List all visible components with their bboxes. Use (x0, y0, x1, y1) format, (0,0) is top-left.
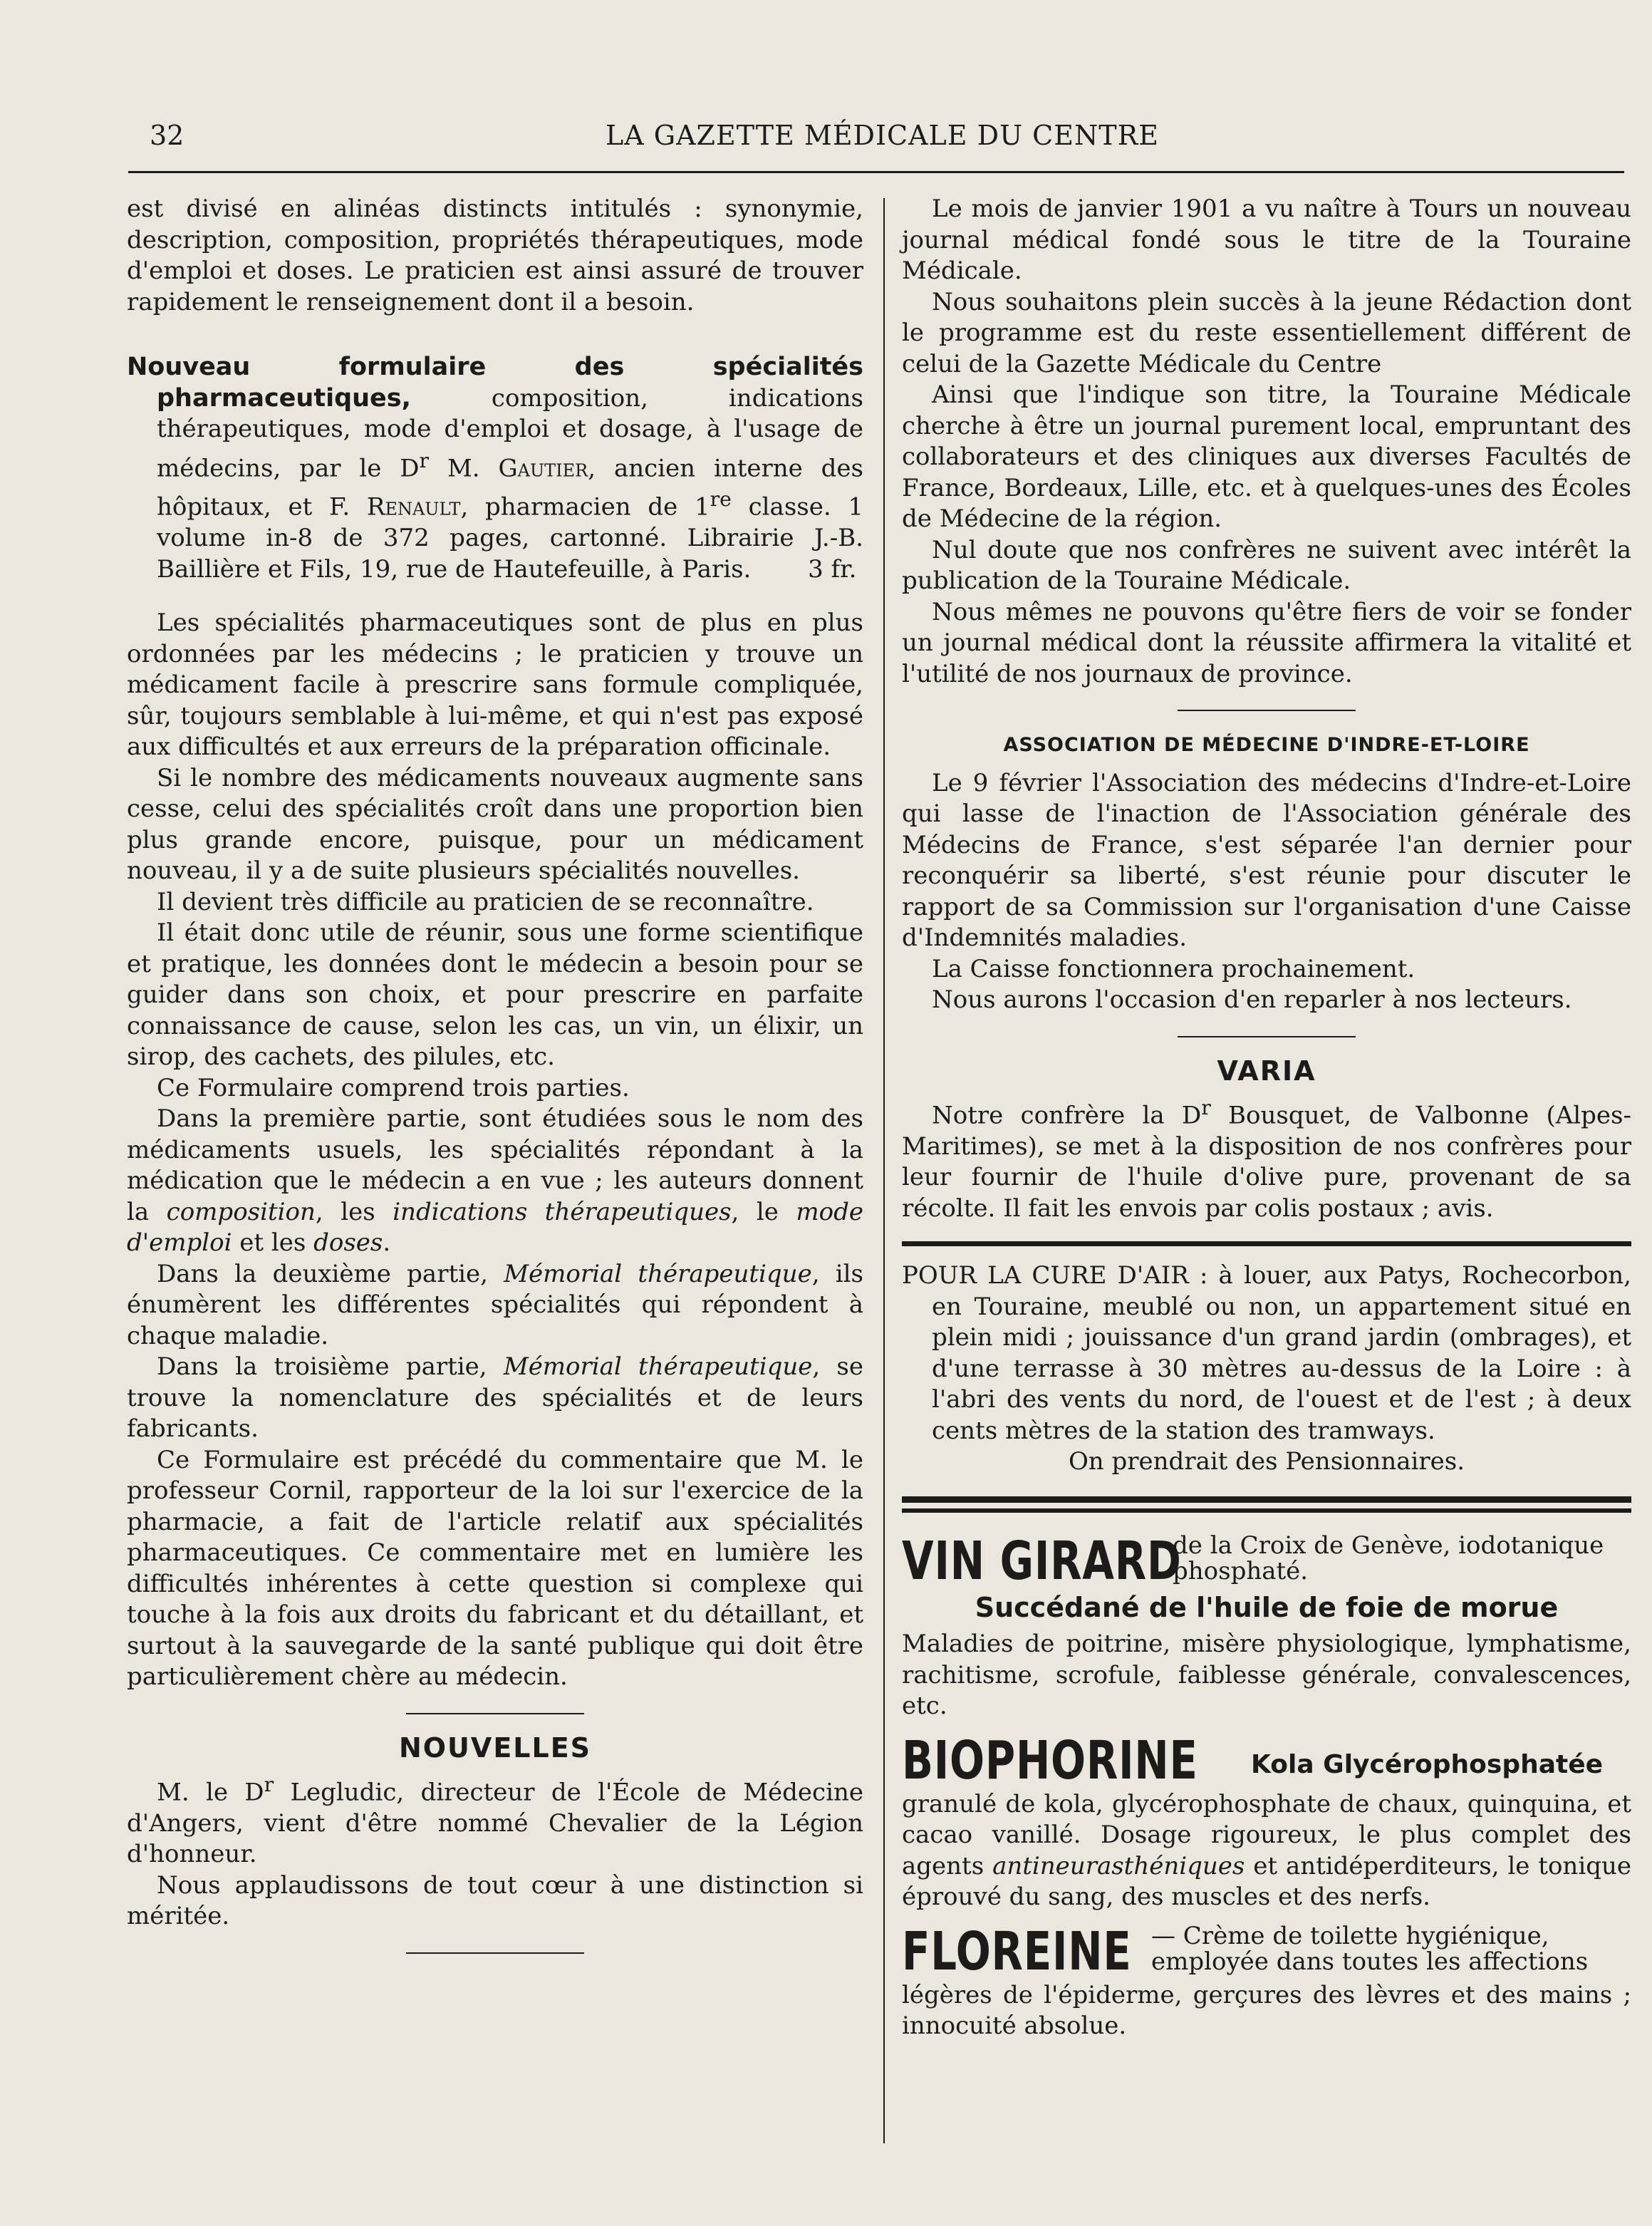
book-author-1: M. Gautier (447, 453, 588, 482)
biophorine-body: granulé de kola, glycérophosphate de chaux, quinquina, et cacao vanillé. Dosage rigoureux, le plus complet des agents antineurasthéniques et antidéperditeurs, le tonique éprouvé du sang, des muscles et des nerfs. (902, 1789, 1631, 1912)
association-heading: ASSOCIATION DE MÉDECINE D'INDRE-ET-LOIRE (1003, 734, 1530, 756)
cure-d-air-notice: POUR LA CURE D'AIR : à louer, aux Patys, Rochecorbon, en Touraine, meublé ou non, un appartement situé en plein midi ; jouissance d'un grand jardin (ombrages), et d'une terrasse à 30 mètres au-dessus de la Loire : à l'abri des vents du nord, de l'ouest et de l'est ; à deux cents mètres de la station des tramways. (902, 1261, 1631, 1445)
floreine-ad (902, 1920, 1631, 1982)
biophorine-tagline: Kola Glycérophosphatée (1251, 1749, 1604, 1779)
association-paragraph: Le 9 février l'Association des médecins d'Indre-et-Loire qui lasse de l'inaction de l'Association générale des Médecins de France, s'est séparée l'an dernier pour reconquérir sa liberté, s'est réunie pour discuter le rapport de sa Commission sur l'organisation d'une Caisse d'Indemnités maladies. (902, 768, 1631, 952)
section-separator (1178, 710, 1356, 711)
cornil-paragraph: Ce Formulaire est précédé du commentaire que M. le professeur Cornil, rapporteur de la loi sur l'exercice de la pharmacie, a fait de l'article relatif aux spécialités pharmaceutiques. Ce commentaire met en lumière les difficultés inhérentes à cette question si complexe qui touche à la fois aux droits du fabricant et du détaillant, et surtout à la sauvegarde de la santé publique qui doit être particulièrement chère au médecin. (127, 1445, 863, 1692)
section-separator (406, 1713, 584, 1714)
page-number: 32 (150, 120, 185, 151)
section-separator (1178, 1036, 1356, 1037)
header-rule (128, 171, 1624, 173)
floreine-tagline: — Crème de toilette hygiénique, employée dans toutes les affections (1151, 1921, 1589, 1976)
review-paragraph: Ce Formulaire comprend trois parties. (157, 1073, 630, 1102)
double-rule (902, 1496, 1631, 1513)
nouvelles-heading: NOUVELLES (398, 1731, 592, 1764)
association-paragraph: La Caisse fonctionnera prochainement. (932, 954, 1415, 983)
part-two-paragraph: Dans la deuxième partie, Mémorial thérapeutique, ils énumèrent les différentes spécialités qui répondent à chaque maladie. (127, 1259, 863, 1350)
vin-girard-tagline: de la Croix de Genève, iodotanique phosphaté. (1173, 1531, 1604, 1585)
nouvelles-paragraph: M. le $D^r$ Legludic, directeur de l'École de Médecine d'Angers, vient d'être nommé Chevalier de la Légion d'honneur. (127, 1773, 863, 1869)
vin-girard-body: Maladies de poitrine, misère physiologique, lymphatisme, rachitisme, scrofule, faiblesse générale, convalescences, etc. (902, 1630, 1631, 1721)
nouvelles-paragraph: Nous applaudissons de tout cœur à une distinction si méritée. (127, 1870, 863, 1931)
intro-paragraph: est divisé en alinéas distincts intitulés : synonymie, description, composition, propriétés thérapeutiques, mode d'emploi et doses. Le praticien est ainsi assuré de trouver rapidement le renseignement dont il a besoin. (127, 195, 863, 316)
thick-rule (902, 1241, 1631, 1246)
journal-title: LA GAZETTE MÉDICALE DU CENTRE (606, 120, 1159, 151)
varia-heading: VARIA (1217, 1055, 1316, 1087)
book-desc-4: classe. 1 volume in-8 de 372 pages, cartonné. Librairie J.-B. Baillière et Fils, 19, rue de Hautefeuille, à Paris. (157, 492, 863, 584)
left-column (127, 194, 863, 1972)
book-desc-2: , ancien interne des hôpitaux, et F. (157, 453, 863, 522)
page-header (150, 120, 1624, 162)
touraine-paragraph: Ainsi que l'indique son titre, la Touraine Médicale cherche à être un journal purement local, empruntant des collaborateurs et des cliniques aux diverses Facultés de France, Bordeaux, Lille, etc. et à quelques-unes des Écoles de Médecine de la région. (902, 381, 1631, 533)
part-one-paragraph: Dans la première partie, sont étudiées sous le nom des médicaments usuels, les spécialités répondant à la médication que le médecin a en vue ; les auteurs donnent la composition, les indications thérapeutiques, le mode d'emploi et les doses. (127, 1104, 864, 1258)
class-superscript: re (710, 487, 732, 512)
touraine-paragraph: Nous souhaitons plein succès à la jeune Rédaction dont le programme est du reste essentiellement différent de celui de la Gazette Médicale du Centre (902, 287, 1631, 378)
book-desc-1: composition, indications thérapeutiques, mode d'emploi et dosage, à l'usage de médecins, par le D (157, 383, 863, 482)
section-separator (406, 1952, 584, 1954)
column-divider (883, 198, 885, 2143)
vin-girard-ad (902, 1530, 1631, 1592)
book-desc-3: , pharmacien de 1 (460, 492, 710, 522)
touraine-paragraph: Le mois de janvier 1901 a vu naître à Tours un nouveau journal médical fondé sous le titre de la Touraine Médicale. (902, 195, 1631, 285)
review-paragraph: Les spécialités pharmaceutiques sont de plus en plus ordonnées par les médecins ; le praticien y trouve un médicament facile à prescrire sans formule compliquée, sûr, toujours semblable à lui-même, et qui n'est pas exposé aux difficultés et aux erreurs de la préparation officinale. (127, 609, 863, 762)
book-title: Nouveau formulaire des spécialités pharmaceutiques, (127, 353, 863, 413)
floreine-body: légères de l'épiderme, gerçures des lèvres et des mains ; innocuité absolue. (902, 1980, 1631, 2041)
right-column (902, 194, 1631, 2042)
book-notice (127, 352, 863, 585)
touraine-paragraph: Nul doute que nos confrères ne suivent avec intérêt la publication de la Touraine Médicale. (902, 535, 1631, 595)
dr-superscript: r (419, 448, 430, 472)
part-three-paragraph: Dans la troisième partie, Mémorial thérapeutique, se trouve la nomenclature des spécialités et de leurs fabricants. (127, 1352, 863, 1444)
vin-girard-subheading: Succédané de l'huile de foie de morue (975, 1591, 1559, 1623)
varia-paragraph: Notre confrère la $D^r$ Bousquet, de Valbonne (Alpes-Maritimes), se met à la disposition de nos confrères pour leur fournir de l'huile d'olive pure, provenant de sa récolte. Il fait les envois par colis postaux ; avis. (902, 1096, 1631, 1223)
review-paragraph: Il était donc utile de réunir, sous une forme scientifique et pratique, les données dont le médecin a besoin pour se guider dans son choix, et pour prescrire en parfaite connaissance de cause, selon les cas, un vin, un élixir, un sirop, des cachets, des pilules, etc. (127, 918, 863, 1072)
review-paragraph: Si le nombre des médicaments nouveaux augmente sans cesse, celui des spécialités croît dans une proportion bien plus grande encore, puisque, pour un médicament nouveau, il y a de suite plusieurs spécialités nouvelles. (127, 763, 863, 886)
book-price: 3 fr. (808, 554, 857, 584)
biophorine-brand: BIOPHORINE (902, 1729, 1198, 1791)
review-paragraph: Il devient très difficile au praticien de se reconnaître. (157, 887, 814, 916)
book-author-2: Renault (366, 492, 461, 522)
vin-girard-brand: VIN GIRARD (902, 1530, 1182, 1592)
association-paragraph: Nous aurons l'occasion d'en reparler à nos lecteurs. (932, 985, 1572, 1014)
floreine-brand: FLOREINE (902, 1920, 1132, 1982)
pensionnaires-line: On prendrait des Pensionnaires. (1068, 1447, 1465, 1476)
biophorine-ad (902, 1729, 1631, 1791)
touraine-paragraph: Nous mêmes ne pouvons qu'être fiers de voir se fonder un journal médical dont la réussite affirmera la vitalité et l'utilité de nos journaux de province. (902, 597, 1631, 688)
